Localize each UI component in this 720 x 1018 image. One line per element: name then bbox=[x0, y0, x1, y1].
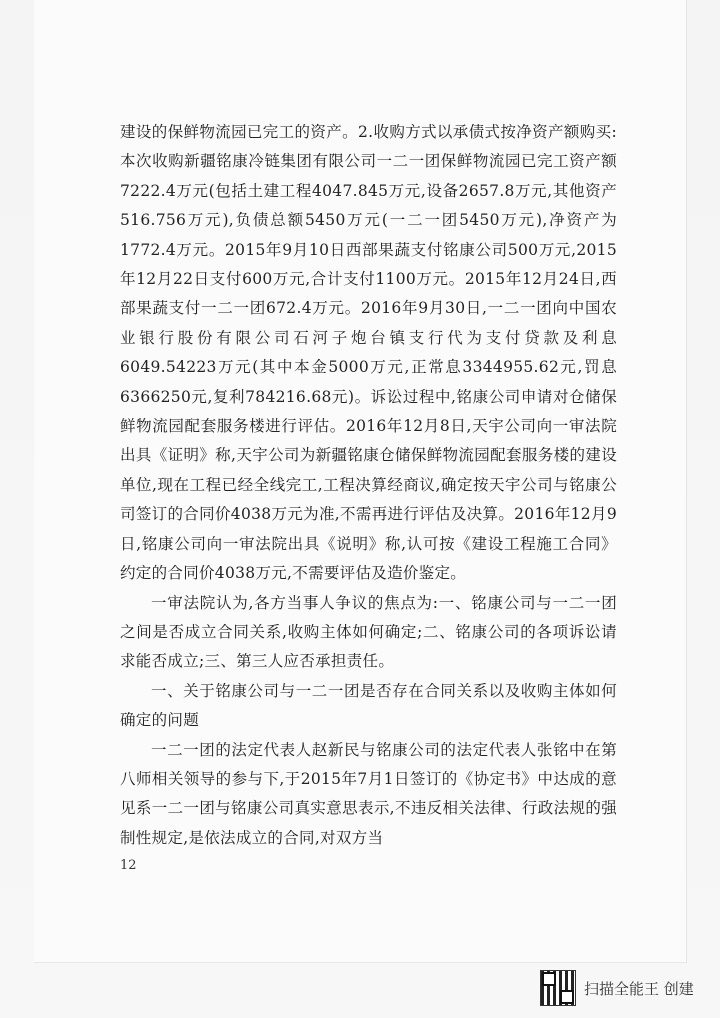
paragraph-1: 建设的保鲜物流园已完工的资产。2.收购方式以承债式按净资产额购买:本次收购新疆铭康冷链集团有限公司一二一团保鲜物流园已完工资产额7222.4万元(包括土建工程4047.845万元,设备2657.8万元,其他资产516.756万元),负债总额5450万元(一二一团5450万元),净资产为1772.4万元。2015年9月10日西部果蔬支付铭康公司500万元,2015年12月22日支付600万元,合计支付1100万元。2015年12月24日,西部果蔬支付一二一团672.4万元。2016年9月30日,一二一团向中国农业银行股份有限公司石河子炮台镇支行代为支付贷款及利息6049.54223万元(其中本金5000万元,正常息3344955.62元,罚息6366250元,复利784216.68元)。诉讼过程中,铭康公司申请对仓储保鲜物流园配套服务楼进行评估。2016年12月8日,天宇公司向一审法院出具《证明》称,天宇公司为新疆铭康仓储保鲜物流园配套服务楼的建设单位,现在工程已经全线完工,工程决算经商议,确定按天宇公司与铭康公司签订的合同价4038万元为准,不需再进行评估及决算。2016年12月9日,铭康公司向一审法院出具《说明》称,认可按《建设工程施工合同》约定的合同价4038万元,不需要评估及造价鉴定。 bbox=[120, 123, 617, 583]
scanner-label: 扫描全能王 创建 bbox=[584, 979, 694, 998]
paragraph-2: 一审法院认为,各方当事人争议的焦点为:一、铭康公司与一二一团之间是否成立合同关系,收购主体如何确定;二、铭康公司的各项诉讼请求能否成立;三、第三人应否承担责任。 bbox=[120, 593, 617, 671]
paragraph-3: 一、关于铭康公司与一二一团是否存在合同关系以及收购主体如何确定的问题 bbox=[120, 681, 617, 730]
document-body bbox=[120, 118, 617, 853]
page-number: 12 bbox=[120, 858, 137, 873]
scanner-watermark bbox=[540, 968, 694, 1008]
qr-code-icon bbox=[540, 970, 576, 1006]
paragraph-4: 一二一团的法定代表人赵新民与铭康公司的法定代表人张铭中在第八师相关领导的参与下,于2015年7月1日签订的《协定书》中达成的意见系一二一团与铭康公司真实意思表示,不违反相关法律、行政法规的强制性规定,是依法成立的合同,对双方当 bbox=[120, 740, 617, 847]
